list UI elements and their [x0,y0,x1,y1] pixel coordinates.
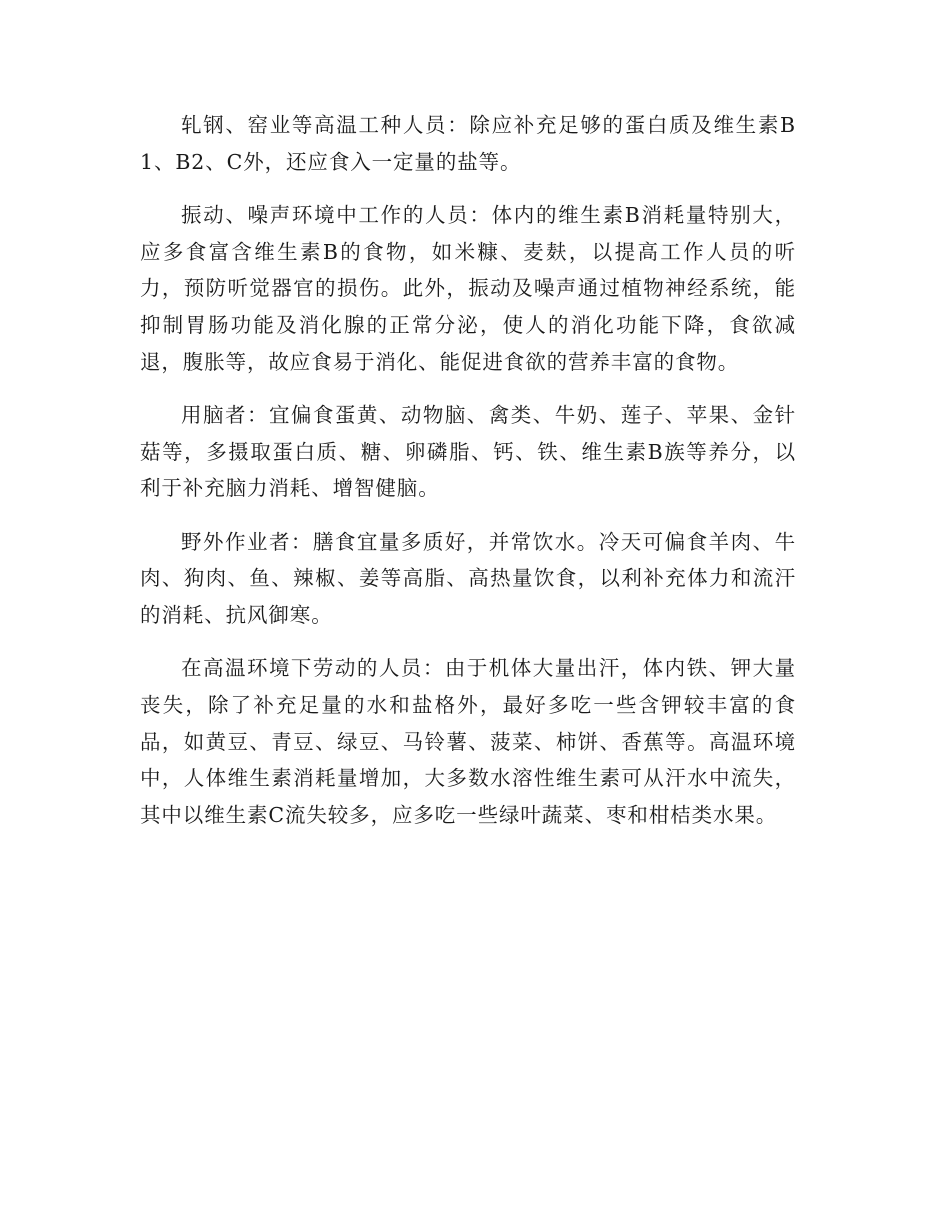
paragraph-brain-workers: 用脑者：宜偏食蛋黄、动物脑、禽类、牛奶、莲子、苹果、金针菇等，多摄取蛋白质、糖、卵磷脂、钙、铁、维生素B族等养分，以利于补充脑力消耗、增智健脑。 [140,402,796,501]
paragraph-vibration-noise-workers: 振动、噪声环境中工作的人员：体内的维生素B消耗量特别大，应多食富含维生素B的食物，如米糠、麦麸，以提高工作人员的听力，预防听觉器官的损伤。此外，振动及噪声通过植物神经系统，能抑制胃肠功能及消化腺的正常分泌，使人的消化功能下降，食欲减退，腹胀等，故应食易于消化、能促进食欲的营养丰富的食物。 [140,202,796,374]
document-body [140,107,796,850]
paragraph-high-temperature-workers: 轧钢、窑业等高温工种人员：除应补充足够的蛋白质及维生素B1、B2、C外，还应食入一定量的盐等。 [140,113,796,174]
paragraph-heat-environment-laborers: 在高温环境下劳动的人员：由于机体大量出汗，体内铁、钾大量丧失，除了补充足量的水和盐格外，最好多吃一些含钾较丰富的食品，如黄豆、青豆、绿豆、马铃薯、菠菜、柿饼、香蕉等。高温环境中，人体维生素消耗量增加，大多数水溶性维生素可从汗水中流失，其中以维生素C流失较多，应多吃一些绿叶蔬菜、枣和柑桔类水果。 [140,656,796,827]
paragraph-outdoor-workers: 野外作业者：膳食宜量多质好，并常饮水。冷天可偏食羊肉、牛肉、狗肉、鱼、辣椒、姜等高脂、高热量饮食，以利补充体力和流汗的消耗、抗风御寒。 [140,529,796,627]
